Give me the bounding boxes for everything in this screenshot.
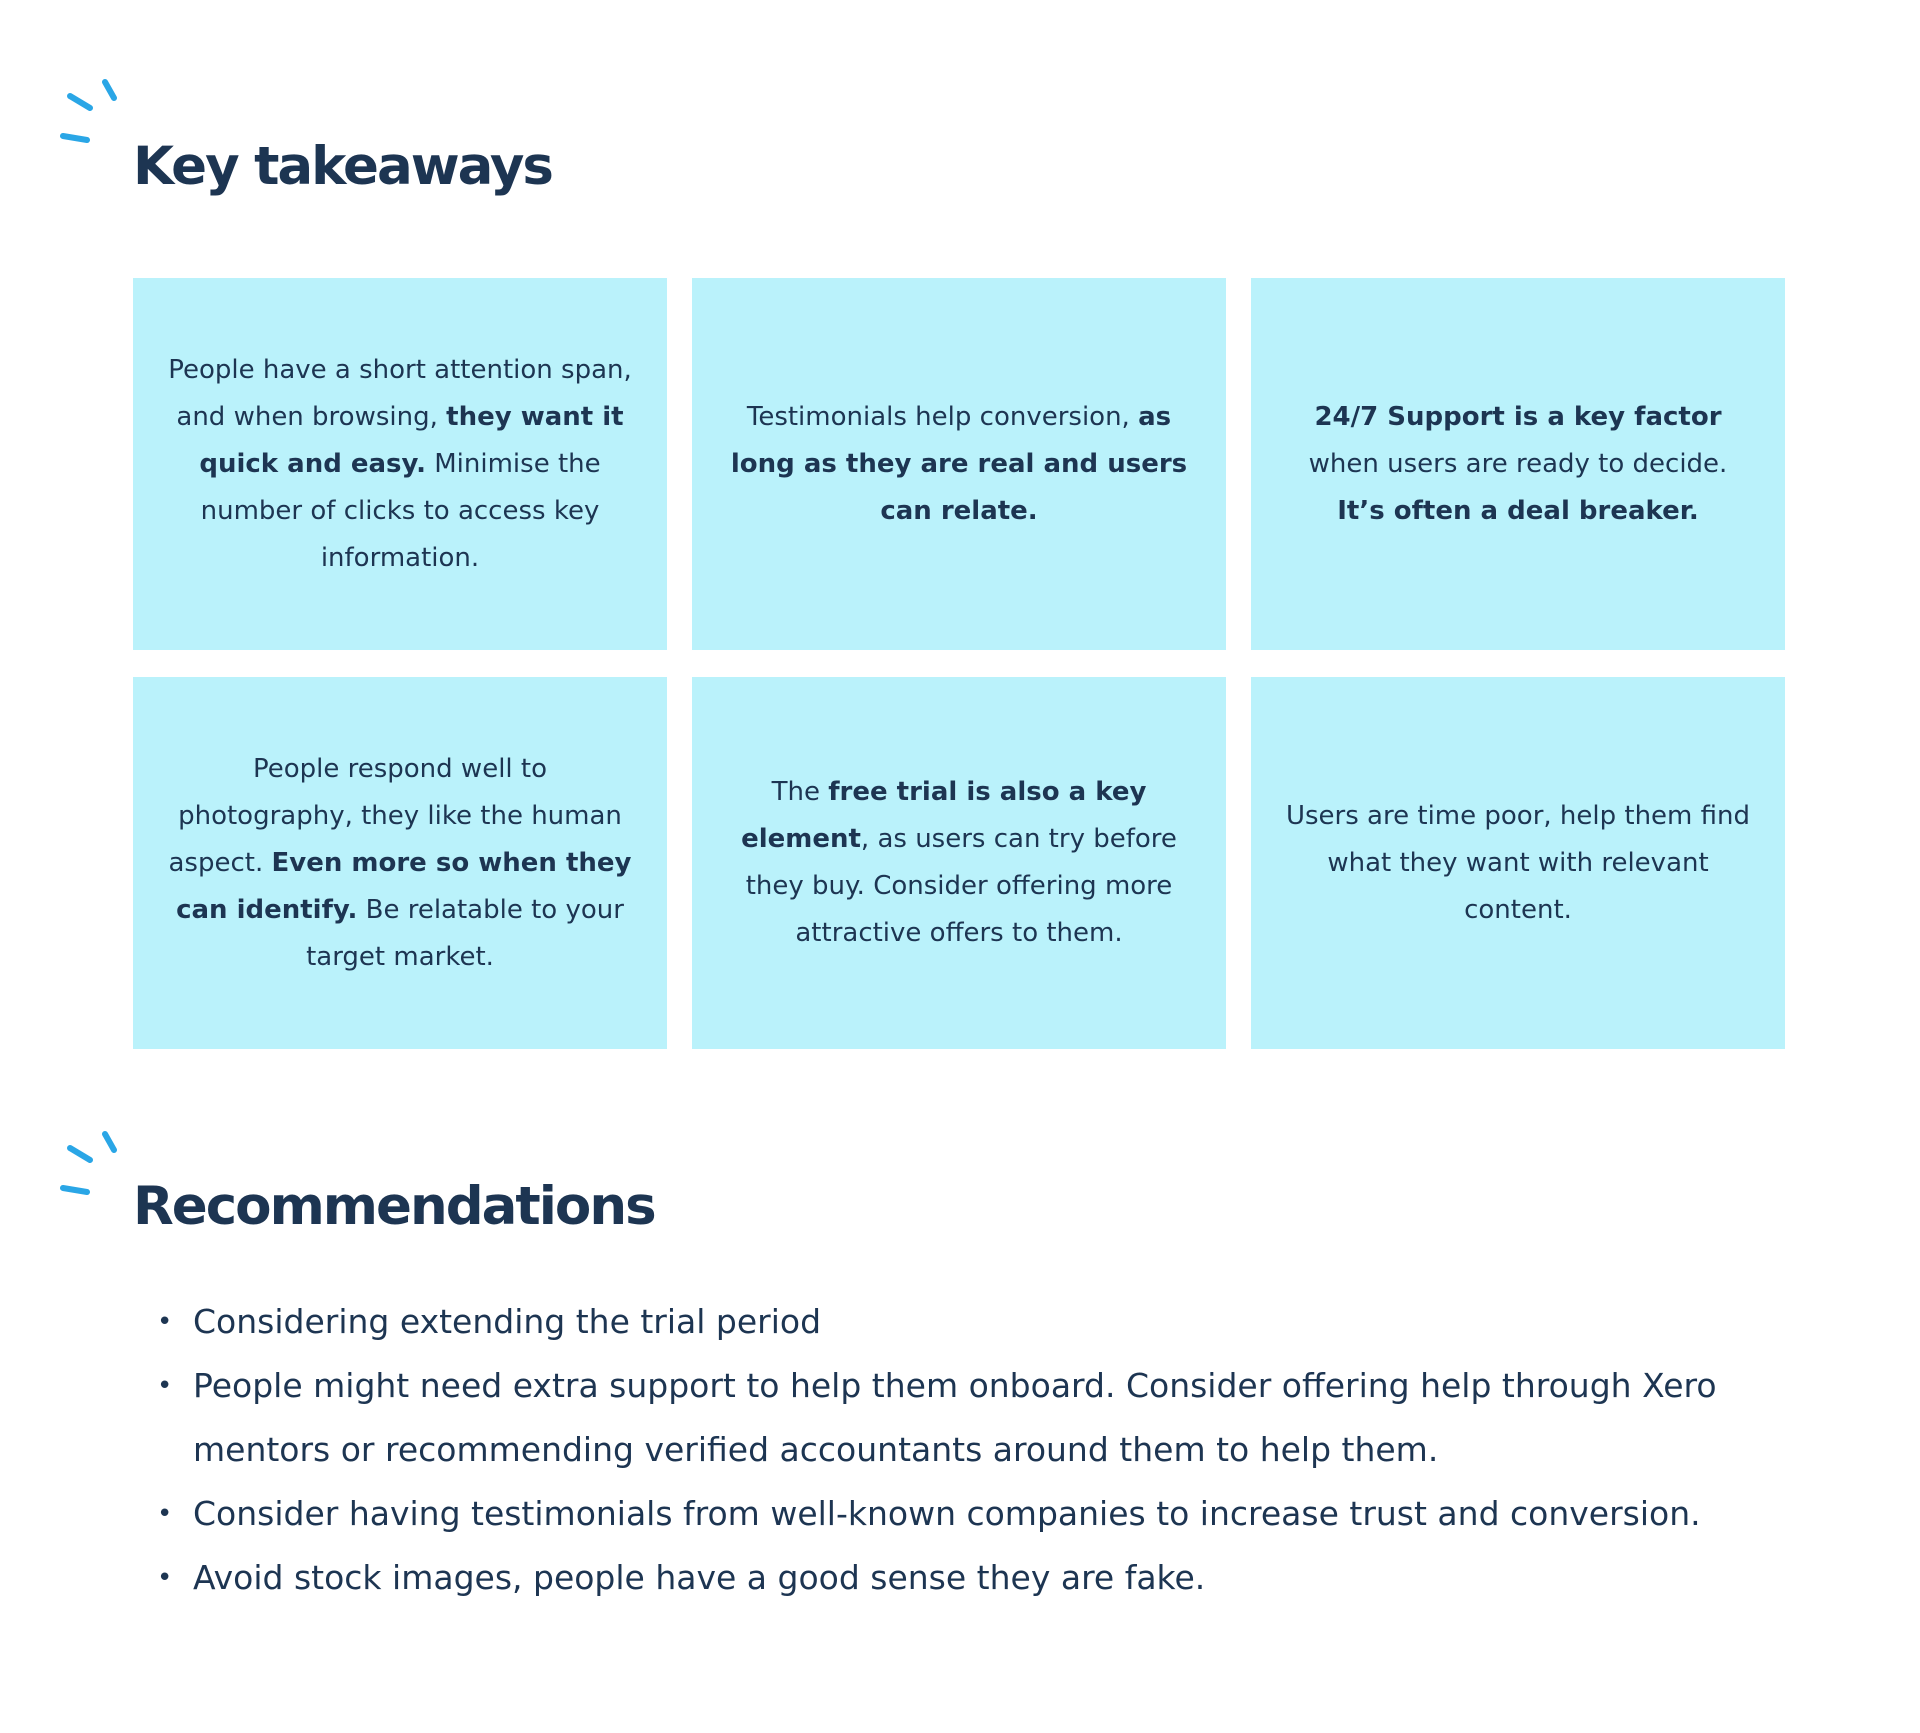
takeaway-text bbox=[1285, 394, 1751, 535]
takeaway-text bbox=[726, 769, 1192, 957]
takeaway-segment: People have a short attention span, and when browsing, bbox=[168, 354, 632, 432]
takeaway-emphasis: they want it quick and easy. bbox=[199, 401, 624, 479]
takeaway-card bbox=[692, 278, 1226, 650]
bullet-icon: • bbox=[157, 1307, 173, 1337]
recommendation-text: Considering extending the trial period bbox=[193, 1302, 822, 1341]
takeaway-card bbox=[1251, 278, 1785, 650]
key-takeaways-heading: Key takeaways bbox=[133, 136, 552, 197]
takeaway-segment: Testimonials help conversion, bbox=[746, 401, 1139, 432]
sparkle-icon bbox=[60, 78, 130, 158]
takeaway-segment: , as users can try before they buy. Consider offering more attractive offers to them. bbox=[745, 824, 1177, 948]
recommendation-text: People might need extra support to help them onboard. Consider offering help through Xero mentors or recommending verified accountants around them to help them. bbox=[193, 1366, 1717, 1469]
takeaway-segment: Minimise the number of clicks to access key information. bbox=[200, 448, 601, 573]
bullet-icon: • bbox=[157, 1499, 173, 1529]
takeaway-segment: Users are time poor, help them find what they want with relevant content. bbox=[1285, 800, 1750, 925]
takeaway-card bbox=[133, 278, 667, 650]
bullet-icon: • bbox=[157, 1371, 173, 1401]
takeaway-text bbox=[1285, 793, 1751, 934]
takeaways-grid bbox=[133, 278, 1785, 1049]
list-item bbox=[133, 1354, 1793, 1482]
takeaway-text bbox=[726, 394, 1192, 535]
takeaway-emphasis: free trial is also a key element bbox=[741, 777, 1147, 854]
takeaway-text bbox=[167, 746, 633, 981]
takeaway-card bbox=[133, 677, 667, 1049]
takeaway-emphasis: It’s often a deal breaker. bbox=[1337, 495, 1699, 526]
takeaway-card bbox=[692, 677, 1226, 1049]
takeaway-emphasis: 24/7 Support is a key factor bbox=[1314, 401, 1722, 432]
takeaway-segment: The bbox=[771, 777, 829, 807]
sparkle-icon bbox=[60, 1130, 130, 1210]
recommendation-text: Consider having testimonials from well-known companies to increase trust and conversion. bbox=[193, 1494, 1701, 1533]
takeaway-segment: Be relatable to your target market. bbox=[306, 894, 624, 972]
takeaway-emphasis: as long as they are real and users can relate. bbox=[730, 401, 1188, 526]
bullet-icon: • bbox=[157, 1563, 173, 1593]
list-item bbox=[133, 1290, 1793, 1354]
list-item bbox=[133, 1482, 1793, 1546]
takeaway-card bbox=[1251, 677, 1785, 1049]
recommendation-text: Avoid stock images, people have a good sense they are fake. bbox=[193, 1558, 1206, 1597]
list-item bbox=[133, 1546, 1793, 1610]
takeaway-segment: when users are ready to decide. bbox=[1308, 448, 1728, 479]
takeaway-emphasis: Even more so when they can identify. bbox=[176, 847, 632, 925]
recommendations-list bbox=[133, 1290, 1793, 1610]
takeaway-text bbox=[167, 347, 633, 582]
takeaway-segment: People respond well to photography, they like the human aspect. bbox=[168, 753, 622, 878]
recommendations-heading: Recommendations bbox=[133, 1176, 655, 1237]
